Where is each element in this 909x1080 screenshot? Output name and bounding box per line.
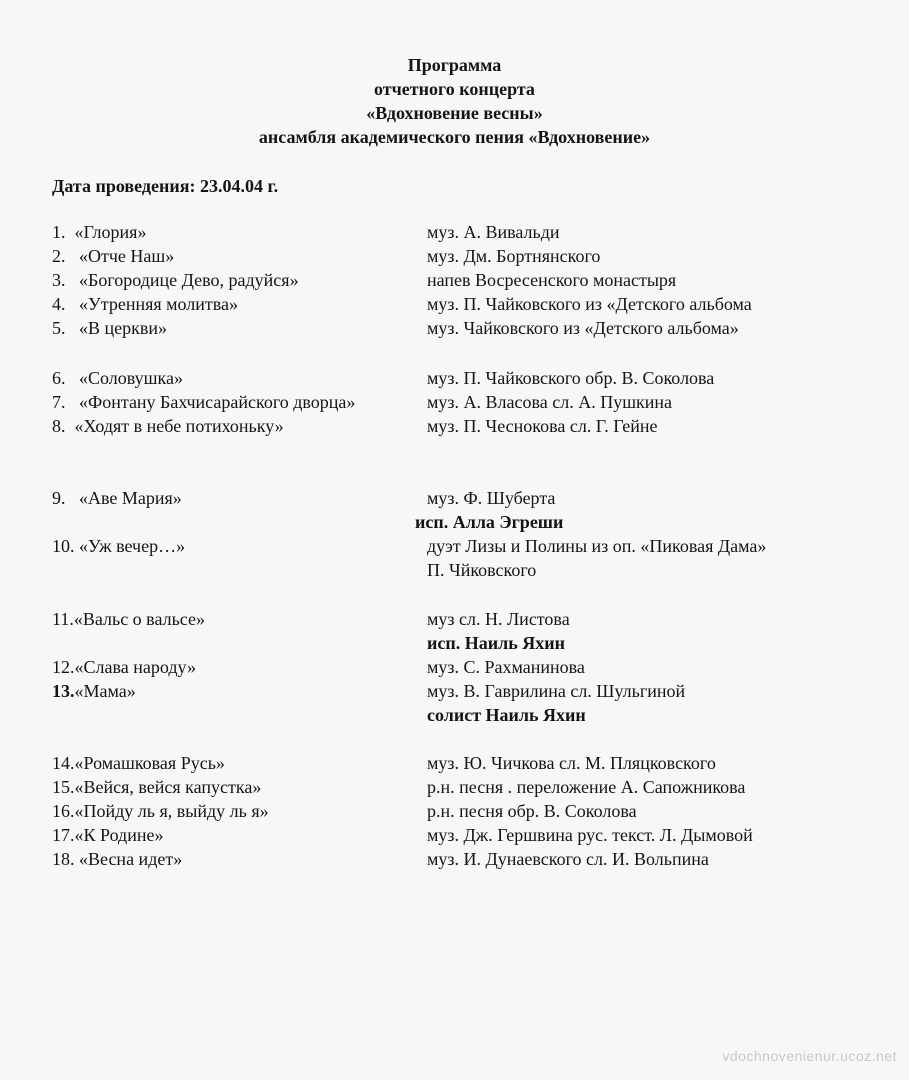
item-title: «Отче Наш» — [79, 246, 175, 266]
program-item — [0, 799, 909, 823]
program-item-continuation — [0, 558, 909, 582]
item-number: 4. — [52, 294, 66, 314]
item-credit: муз. А. Вивальди — [427, 222, 560, 242]
program-item — [0, 316, 909, 340]
item-title: «Утренняя молитва» — [79, 294, 239, 314]
program-item — [0, 390, 909, 414]
program-title-line-3: «Вдохновение весны» — [366, 103, 543, 123]
item-credit: муз сл. Н. Листова — [427, 609, 570, 629]
program-item — [0, 534, 909, 558]
item-number: 14. — [52, 753, 75, 773]
item-credit: напев Восресенского монастыря — [427, 270, 677, 290]
item-title: «Фонтану Бахчисарайского дворца» — [79, 392, 356, 412]
item-title: «Слава народу» — [74, 657, 196, 677]
item-number: 16. — [52, 801, 75, 821]
item-number: 9. — [52, 488, 66, 508]
item-number: 11. — [52, 609, 74, 629]
program-title-line-4: ансамбля академического пения «Вдохновение» — [258, 127, 651, 147]
item-credit: муз. С. Рахманинова — [427, 657, 585, 677]
program-item — [0, 607, 909, 631]
item-performer: солист Наиль Яхин — [427, 705, 586, 725]
item-number: 12. — [52, 657, 75, 677]
item-title: «Вальс о вальсе» — [73, 609, 205, 629]
item-credit: муз. Дм. Бортнянского — [427, 246, 601, 266]
item-credit: муз. П. Чайковского обр. В. Соколова — [427, 368, 715, 388]
item-number: 1. — [52, 222, 66, 242]
item-number: 8. — [52, 416, 66, 436]
item-title: «К Родине» — [74, 825, 164, 845]
item-credit: муз. И. Дунаевского сл. И. Вольпина — [427, 849, 709, 869]
program-title-line-1: Программа — [407, 55, 502, 75]
program-item — [0, 268, 909, 292]
item-title: «В церкви» — [79, 318, 168, 338]
item-credit: муз. Ю. Чичкова сл. М. Пляцковского — [427, 753, 716, 773]
program-item — [0, 679, 909, 703]
item-title: «Пойду ль я, выйду ль я» — [74, 801, 269, 821]
item-credit: р.н. песня обр. В. Соколова — [427, 801, 637, 821]
program-item — [0, 220, 909, 244]
item-performer: исп. Алла Эгреши — [415, 512, 564, 532]
concert-date: Дата проведения: 23.04.04 г. — [52, 176, 279, 196]
item-number: 7. — [52, 392, 66, 412]
item-credit-continuation: П. Чйковского — [427, 560, 537, 580]
item-title: «Уж вечер…» — [79, 536, 186, 556]
item-credit: муз. Дж. Гершвина рус. текст. Л. Дымовой — [427, 825, 753, 845]
program-title-line-2: отчетного концерта — [374, 79, 535, 99]
program-item — [0, 366, 909, 390]
program-item — [0, 292, 909, 316]
item-title: «Ходят в небе потихоньку» — [74, 416, 284, 436]
program-item — [0, 751, 909, 775]
item-credit: муз. Чайковского из «Детского альбома» — [427, 318, 739, 338]
item-credit: муз. А. Власова сл. А. Пушкина — [427, 392, 673, 412]
item-number: 17. — [52, 825, 75, 845]
program-item — [0, 775, 909, 799]
program-item — [0, 414, 909, 438]
item-title: «Аве Мария» — [79, 488, 182, 508]
item-title: «Соловушка» — [79, 368, 183, 388]
item-number: 2. — [52, 246, 66, 266]
item-number: 10. — [52, 536, 75, 556]
item-number: 6. — [52, 368, 66, 388]
item-credit: дуэт Лизы и Полины из оп. «Пиковая Дама» — [427, 536, 767, 556]
item-number: 18. — [52, 849, 75, 869]
program-item-performer — [0, 510, 909, 534]
program-item — [0, 486, 909, 510]
item-title: «Мама» — [74, 681, 136, 701]
item-credit: муз. П. Чайковского из «Детского альбома — [427, 294, 752, 314]
program-item-performer — [0, 631, 909, 655]
item-credit: муз. П. Чеснокова сл. Г. Гейне — [427, 416, 658, 436]
item-credit: муз. Ф. Шуберта — [427, 488, 556, 508]
site-watermark: vdochnovenienur.ucoz.net — [722, 1048, 897, 1064]
item-credit: р.н. песня . переложение А. Сапожникова — [427, 777, 746, 797]
program-item — [0, 244, 909, 268]
program-item — [0, 847, 909, 871]
program-item — [0, 823, 909, 847]
item-number: 15. — [52, 777, 75, 797]
item-title: «Весна идет» — [79, 849, 183, 869]
item-number: 3. — [52, 270, 66, 290]
item-title: «Богородице Дево, радуйся» — [79, 270, 299, 290]
item-number: 13. — [52, 681, 75, 701]
program-item — [0, 655, 909, 679]
item-credit: муз. В. Гаврилина сл. Шульгиной — [427, 681, 686, 701]
item-title: «Глория» — [74, 222, 147, 242]
item-performer: исп. Наиль Яхин — [427, 633, 565, 653]
item-title: «Ромашковая Русь» — [74, 753, 225, 773]
item-number: 5. — [52, 318, 66, 338]
program-item-performer — [0, 703, 909, 727]
item-title: «Вейся, вейся капустка» — [74, 777, 262, 797]
